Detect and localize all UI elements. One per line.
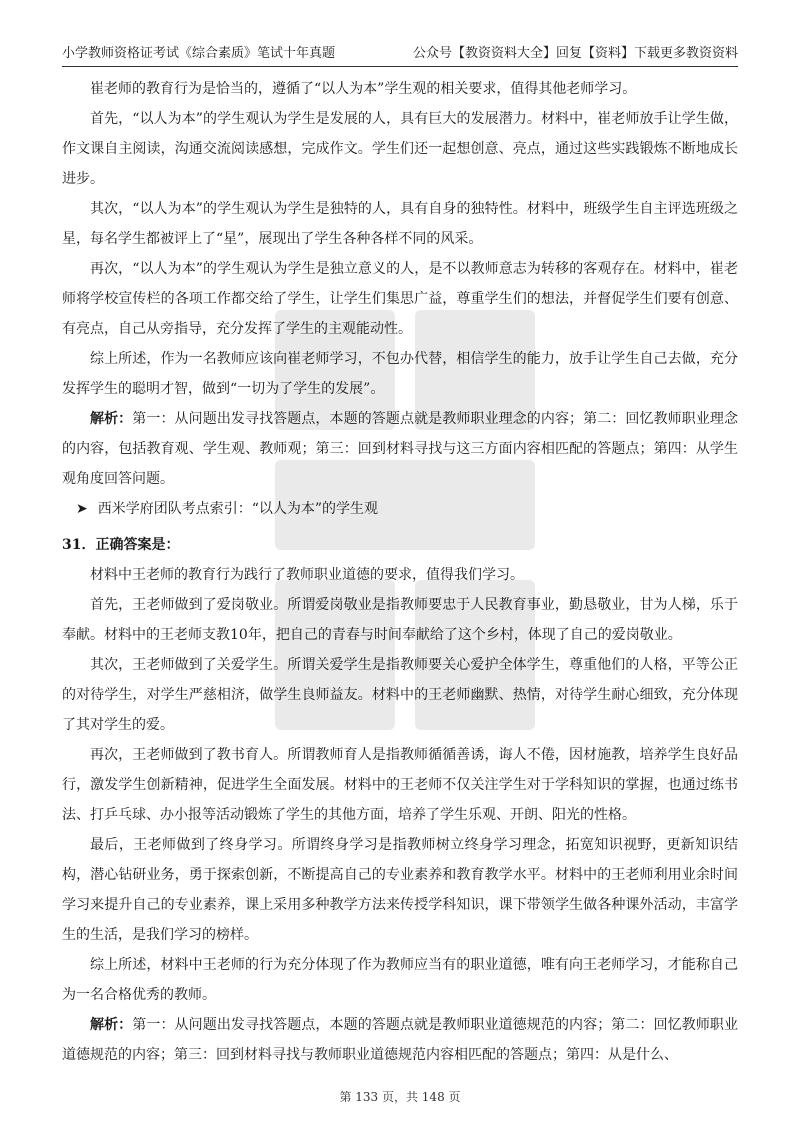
analysis-label: 解析： [90, 1017, 133, 1033]
paragraph: 最后，王老师做到了终身学习。所谓终身学习是指教师树立终身学习理念，拓宽知识视野，更新知识结构，潜心钻研业务，勇于探索创新，不断提高自己的专业素养和教育教学水平。材料中的王老师利用业余时间学习来提升自己的专业素养，课上采用多种教学方法来传授学科知识，课下带领学生做各种课外活动，丰富学生的生活，是我们学习的榜样。 [62, 837, 738, 943]
paragraph: 其次，“以人为本”的学生观认为学生是独特的人，具有自身的独特性。材料中，班级学生自主评选班级之星，每名学生都被评上了“星”，展现出了学生各种各样不同的风采。 [62, 201, 738, 247]
header-title: 小学教师资格证考试《综合素质》笔试十年真题 [62, 46, 336, 61]
page-header [62, 44, 738, 67]
page-number: 第 133 页，共 148 页 [339, 1090, 461, 1104]
paragraph: 其次，王老师做到了关爱学生。所谓关爱学生是指教师要关心爱护全体学生，尊重他们的人格，平等公正的对待学生，对学生严慈相济，做学生良师益友。材料中的王老师幽默、热情，对待学生耐心细致，充分体现了其对学生的爱。 [62, 657, 738, 733]
header-promo: 公众号【教资资料大全】回复【资料】下载更多教资资料 [412, 46, 738, 61]
paragraph: 再次，王老师做到了教书育人。所谓教师育人是指教师循循善诱，诲人不倦，因材施教，培养学生良好品行，激发学生创新精神，促进学生全面发展。材料中的王老师不仅关注学生对于学科知识的掌握，也通过练书法、打乒乓球、办小报等活动锻炼了学生的其他方面，培养了学生乐观、开朗、阳光的性格。 [62, 747, 738, 823]
analysis-text: 第一：从问题出发寻找答题点，本题的答题点就是教师职业道德规范的内容；第二：回忆教师职业道德规范的内容；第三：回到材料寻找与教师职业道德规范内容相匹配的答题点；第四：从是什么、 [62, 1017, 739, 1063]
arrow-bullet-icon: ➤ [76, 501, 88, 517]
paragraph: 再次，“以人为本”的学生观认为学生是独立意义的人，是不以教师意志为转移的客观存在。材料中，崔老师将学校宣传栏的各项工作都交给了学生，让学生们集思广益，尊重学生们的想法，并督促学生们要有创意、有亮点，自己从旁指导，充分发挥了学生的主观能动性。 [62, 261, 738, 337]
paragraph: 材料中王老师的教育行为践行了教师职业道德的要求，值得我们学习。 [90, 567, 524, 583]
paragraph: 崔老师的教育行为是恰当的，遵循了“以人为本”学生观的相关要求，值得其他老师学习。 [90, 81, 637, 97]
analysis-block [62, 1010, 738, 1070]
analysis-label: 解析： [90, 411, 133, 427]
paragraph: 首先，“以人为本”的学生观认为学生是发展的人，具有巨大的发展潜力。材料中，崔老师放手让学生做，作文课自主阅读，沟通交流阅读感想，完成作文。学生们还一起想创意、亮点，通过这些实践锻炼不断地成长进步。 [62, 111, 738, 187]
paragraph: 首先，王老师做到了爱岗敬业。所谓爱岗敬业是指教师要忠于人民教育事业，勤恳敬业，甘为人梯，乐于奉献。材料中的王老师支教10年，把自己的青春与时间奉献给了这个乡村，体现了自己的爱岗敬业。 [62, 597, 738, 643]
paragraph: 综上所述，作为一名教师应该向崔老师学习，不包办代替，相信学生的能力，放手让学生自己去做，充分发挥学生的聪明才智，做到“一切为了学生的发展”。 [62, 351, 738, 397]
page-content [62, 74, 738, 1070]
analysis-block [62, 404, 738, 494]
paragraph: 综上所述，材料中王老师的行为充分体现了作为教师应当有的职业道德，唯有向王老师学习，才能称自己为一名合格优秀的教师。 [62, 957, 738, 1003]
analysis-text: 第一：从问题出发寻找答题点，本题的答题点就是教师职业理念的内容；第二：回忆教师职业理念的内容，包括教育观、学生观、教师观；第三：回到材料寻找与这三方面内容相匹配的答题点；第四：从学生观角度回答问题。 [62, 411, 739, 487]
index-bullet [62, 494, 738, 524]
question-heading: 31．正确答案是： [62, 537, 180, 553]
index-bullet-text: 西米学府团队考点索引：“以人为本”的学生观 [97, 501, 379, 517]
